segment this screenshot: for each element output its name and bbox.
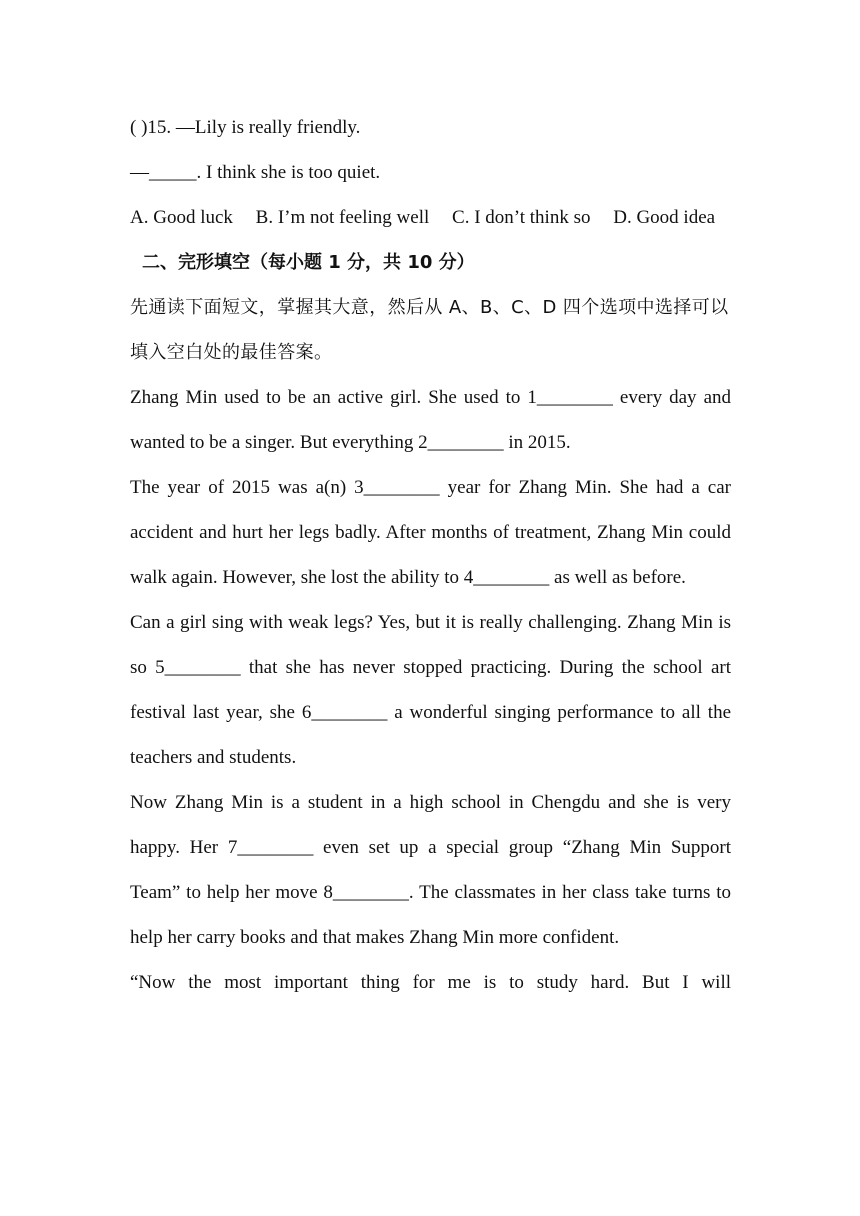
- question-15-options: [130, 195, 731, 240]
- passage-paragraph-3: Can a girl sing with weak legs? Yes, but it is really challenging. Zhang Min is so 5________ that she has never stopped practicing. During the school art festival last year, she 6________ a wonderful singing performance to all the teachers and students.: [130, 612, 731, 768]
- question-15-stem: ( )15. —Lily is really friendly.: [130, 117, 361, 138]
- option-b: B. I’m not feeling well: [255, 207, 430, 228]
- option-d: D. Good idea: [613, 207, 716, 228]
- passage-paragraph-2: The year of 2015 was a(n) 3________ year for Zhang Min. She had a car accident and hurt her legs badly. After months of treatment, Zhang Min could walk again. However, she lost the ability to 4________ as well as before.: [130, 477, 731, 588]
- option-a: A. Good luck: [130, 207, 233, 228]
- exam-page: [130, 105, 731, 1005]
- passage-paragraph-5: “Now the most important thing for me is to study hard. But I will: [130, 972, 731, 993]
- question-15-response: —_____. I think she is too quiet.: [130, 162, 381, 183]
- option-c: C. I don’t think so: [452, 207, 591, 228]
- passage-paragraph-1: Zhang Min used to be an active girl. She used to 1________ every day and wanted to be a singer. But everything 2________ in 2015.: [130, 387, 731, 453]
- section-2-instruction: 先通读下面短文，掌握其大意，然后从 A、B、C、D 四个选项中选择可以填入空白处的最佳答案。: [130, 297, 729, 363]
- section-2-heading: 二、完形填空（每小题 1 分，共 10 分）: [142, 252, 475, 273]
- passage-paragraph-4: Now Zhang Min is a student in a high school in Chengdu and she is very happy. Her 7________ even set up a special group “Zhang Min Support Team” to help her move 8________. The classmates in her class take turns to help her carry books and that makes Zhang Min more confident.: [130, 792, 731, 948]
